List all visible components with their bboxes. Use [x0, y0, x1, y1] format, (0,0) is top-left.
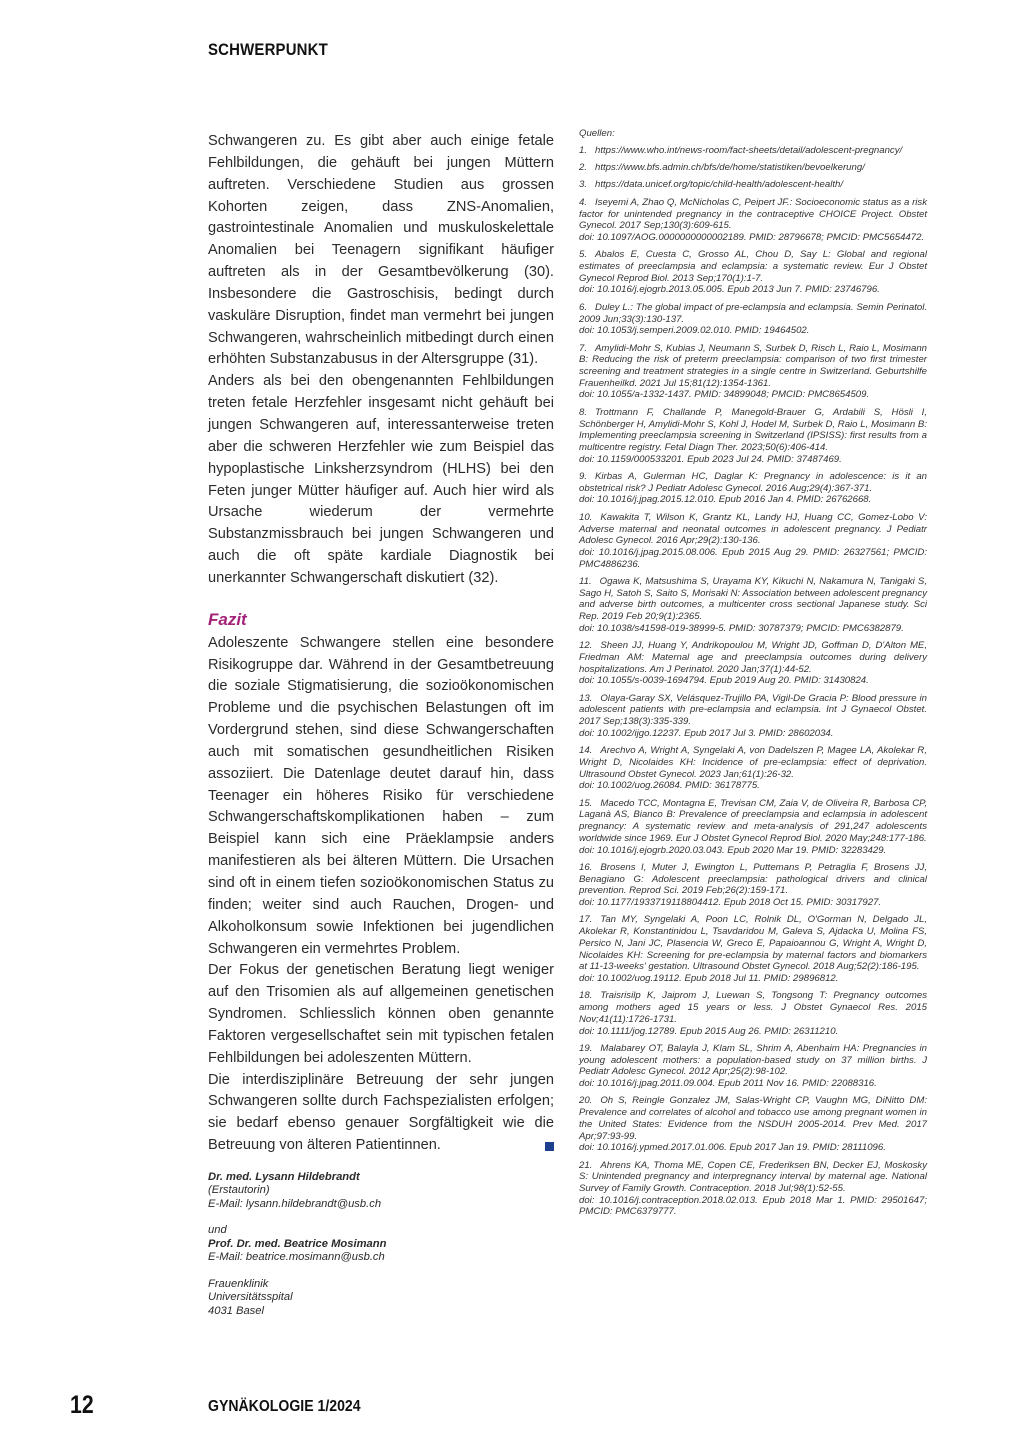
reference-doi: doi: 10.1177/1933719118804412. Epub 2018 Oct 15. PMID: 30317927. — [579, 897, 882, 909]
article-end-mark-icon — [545, 1142, 554, 1151]
reference-item — [579, 862, 927, 909]
reference-number: 20. — [579, 1095, 593, 1107]
body-paragraph: Der Fokus der genetischen Beratung liegt weniger auf den Trisomien als auf allgemeinen genetischen Syndromen. Schliesslich können oben genannte Faktoren vergesellschaftet sein mit typischen fetalen Fehlbildungen bei adoleszenten Müttern. — [208, 962, 554, 1066]
reference-number: 17. — [579, 914, 593, 926]
reference-item — [579, 640, 927, 687]
page-number: 12 — [70, 1391, 94, 1419]
journal-issue: GYNÄKOLOGIE 1/2024 — [208, 1398, 361, 1415]
reference-item — [579, 914, 927, 984]
reference-number: 12. — [579, 640, 593, 652]
reference-text: Ahrens KA, Thoma ME, Copen CE, Frederiksen BN, Decker EJ, Moskosky S: Unintended pregnancy and interpregnancy interval by maternal age. National Survey of Family Growth. Contraception. 2018 Jul;98(1):52-55. — [579, 1159, 927, 1194]
reference-text[interactable]: https://www.who.int/news-room/fact-sheets/detail/adolescent-pregnancy/ — [595, 144, 903, 156]
reference-text: Tan MY, Syngelaki A, Poon LC, Rolnik DL, O'Gorman N, Delgado JL, Akolekar R, Konstantinidou L, Tsavdaridou M, Galeva S, Ajdacka U, Molina FS, Persico N, Jani JC, Plasencia W, Greco E, Papaioannou G, Wright A, Wright D, Nicolaides KH: Screening for pre-eclampsia by maternal factors and biomarkers at 11-13-weeks' gestation. Ultrasound Obstet Gynecol. 2018 Aug;52(2):186-195. — [579, 914, 927, 973]
reference-text: Ogawa K, Matsushima S, Urayama KY, Kikuchi N, Nakamura N, Tanigaki S, Sago H, Satoh S, Saito S, Morisaki N: Association between adolescent pregnancy and adverse birth outcomes, a multicenter cross sectional Japanese study. Sci Rep. 2019 Feb 20;9(1):2365. — [579, 576, 927, 623]
reference-text: Kawakita T, Wilson K, Grantz KL, Landy HJ, Huang CC, Gomez-Lobo V: Adverse maternal and neonatal outcomes in adolescent pregnancy. J Pediatr Adolesc Gynecol. 2016 Apr;29(2):130-136. — [579, 511, 927, 547]
reference-number: 19. — [579, 1042, 593, 1054]
reference-doi: doi: 10.1055/s-0039-1694794. Epub 2019 Aug 20. PMID: 31430824. — [579, 675, 869, 687]
reference-item — [579, 990, 927, 1037]
body-paragraph-last — [208, 1070, 554, 1157]
reference-item — [579, 745, 927, 792]
reference-item — [579, 249, 927, 296]
reference-text: Traisrisilp K, Jaiprom J, Luewan S, Tongsong T: Pregnancy outcomes among mothers aged 15 years or less. J Obstet Gynaecol Res. 2015 Nov;41(11):1726-1731. — [579, 990, 927, 1025]
reference-number: 3. — [579, 179, 588, 191]
reference-number: 13. — [579, 692, 593, 704]
reference-item — [579, 798, 927, 857]
reference-text: Iseyemi A, Zhao Q, McNicholas C, Peipert JF.: Socioeconomic status as a risk factor for unintended pregnancy in the contraceptive CHOICE Project. Obstet Gynecol. 2017 Sep;130(3):609-615. — [579, 196, 927, 232]
reference-doi: doi: 10.1016/j.jpag.2015.12.010. Epub 2016 Jan 4. PMID: 26762668. — [579, 494, 872, 506]
reference-doi: doi: 10.1016/j.ypmed.2017.01.006. Epub 2017 Jan 19. PMID: 28111096. — [579, 1142, 886, 1154]
reference-item — [579, 197, 927, 244]
affiliation-line: Universitätsspital — [208, 1291, 293, 1304]
reference-item — [579, 471, 927, 506]
reference-text[interactable]: https://www.bfs.admin.ch/bfs/de/home/statistiken/bevoelkerung/ — [595, 162, 865, 174]
reference-number: 18. — [579, 990, 593, 1002]
reference-doi: doi: 10.1002/uog.19112. Epub 2018 Jul 11. PMID: 29896812. — [579, 973, 839, 984]
reference-number: 2. — [579, 162, 588, 174]
references-list — [579, 145, 927, 1218]
reference-text: Abalos E, Cuesta C, Grosso AL, Chou D, Say L: Global and regional estimates of preeclampsia and eclampsia: a systematic review. Eur J Obstet Gynecol Reprod Biol. 2013 Sep;170(1):1-7. — [579, 249, 927, 284]
reference-text[interactable]: https://data.unicef.org/topic/child-health/adolescent-health/ — [595, 179, 844, 191]
author-block — [208, 1171, 554, 1319]
reference-item — [579, 576, 927, 635]
reference-text: Olaya-Garay SX, Velásquez-Trujillo PA, Vigil-De Gracia P: Blood pressure in adolescent patients with pre-eclampsia and eclampsia. Int J Gynaecol Obstet. 2017 Sep;138(3):335-339. — [579, 692, 927, 728]
reference-item — [579, 343, 927, 402]
reference-number: 8. — [579, 406, 588, 418]
reference-doi: doi: 10.1002/uog.26084. PMID: 36178775. — [579, 780, 760, 792]
affiliation-line: 4031 Basel — [208, 1304, 264, 1317]
reference-text: Sheen JJ, Huang Y, Andrikopoulou M, Wright JD, Goffman D, D'Alton ME, Friedman AM: Maternal age and preeclampsia outcomes during delivery hospitalizations. Am J Perinatol. 2020 Jan;37(1):44-52. — [579, 640, 927, 675]
reference-item — [579, 1095, 927, 1154]
reference-number: 21. — [579, 1159, 593, 1171]
reference-doi: doi: 10.1016/j.jpag.2011.09.004. Epub 2011 Nov 16. PMID: 22088316. — [579, 1078, 877, 1089]
reference-doi: doi: 10.1053/j.semperi.2009.02.010. PMID: 19464502. — [579, 325, 810, 337]
reference-doi: doi: 10.1097/AOG.0000000000002189. PMID: 28796678; PMCID: PMC5654472. — [579, 231, 925, 243]
reference-doi: doi: 10.1055/a-1332-1437. PMID: 34899048; PMCID: PMC8654509. — [579, 389, 870, 401]
reference-text: Trottmann F, Challande P, Manegold-Brauer G, Ardabili S, Hösli I, Schönberger H, Amylidi-Mohr S, Kohl J, Hodel M, Surbek D, Raio L, Mosimann B: Implementing preeclampsia screening in Switzerland (IPSISS): first results from a multicentre registry. Fetal Diagn Ther. 2023;50(6):406-414. — [579, 406, 927, 453]
author-name: Prof. Dr. med. Beatrice Mosimann — [208, 1237, 387, 1250]
reference-text: Arechvo A, Wright A, Syngelaki A, von Dadelszen P, Magee LA, Akolekar R, Wright D, Nicolaides KH: Incidence of pre-eclampsia: effect of deprivation. Ultrasound Obstet Gynecol. 2023 Jan;61(1):26-32. — [579, 745, 927, 780]
reference-doi: doi: 10.1111/jog.12789. Epub 2015 Aug 26. PMID: 26311210. — [579, 1025, 839, 1037]
reference-item — [579, 162, 927, 174]
reference-text: Oh S, Reingle Gonzalez JM, Salas-Wright CP, Vaughn MG, DiNitto DM: Prevalence and correlates of alcohol and tobacco use among pregnant women in the United States: Evidence from the NSDUH 2005-2014. Prev Med. 2017 Apr;97:93-99. — [579, 1095, 927, 1142]
affiliation-line: Frauenklinik — [208, 1277, 269, 1290]
article-body — [208, 131, 554, 1318]
reference-number: 11. — [579, 576, 592, 588]
body-paragraph: Schwangeren zu. Es gibt aber auch einige fetale Fehlbildungen, die gehäuft bei jungen Müttern auftreten. Verschiedene Studien aus grossen Kohorten zeigen, dass ZNS-Anomalien, gastrointestinale Anomalien und muskuloskelettale Anomalien bei Teenagern signifikant häufiger auftreten als in der Gesamtbevölkerung (30). Insbesondere die Gastroschisis, bedingt durch vaskuläre Disruption, findet man vermehrt bei jungen Schwangeren, wahrscheinlich mitbedingt durch einen erhöhten Substanzabusus in der Altersgruppe (31). — [208, 133, 554, 368]
reference-text: Macedo TCC, Montagna E, Trevisan CM, Zaia V, de Oliveira R, Barbosa CP, Laganà AS, Bianco B: Prevalence of preeclampsia and eclampsia in adolescent pregnancy: A systematic review and meta-analysis of 291,247 adolescents worldwide since 1969. Eur J Obstet Gynecol Reprod Biol. 2020 May;248:177-186. — [579, 797, 927, 844]
reference-number: 16. — [579, 861, 593, 873]
reference-item — [579, 407, 927, 466]
reference-number: 6. — [579, 301, 588, 313]
fazit-heading: Fazit — [208, 609, 247, 629]
reference-doi: doi: 10.1016/j.ejogrb.2020.03.043. Epub 2020 Mar 19. PMID: 32283429. — [579, 844, 887, 856]
reference-item — [579, 512, 927, 571]
last-paragraph-text: Die interdisziplinäre Betreuung der sehr jungen Schwangeren sollte durch Fachspezialisten erfolgen; sie bedarf ebenso genauer Sorgfältigkeit wie die Betreuung von älteren Patientinnen. — [208, 1071, 554, 1154]
author-email[interactable]: E-Mail: lysann.hildebrandt@usb.ch — [208, 1197, 382, 1210]
author-connector: und — [208, 1224, 227, 1237]
reference-item — [579, 179, 927, 191]
reference-doi: doi: 10.1016/j.jpag.2015.08.006. Epub 2015 Aug 29. PMID: 26327561; PMCID: PMC4886236. — [579, 546, 927, 570]
reference-text: Kirbas A, Gulerman HC, Daglar K: Pregnancy in adolescence: is it an obstetrical risk? J Pediatr Adolesc Gynecol. 2016 Aug;29(4):367-371. — [579, 471, 927, 494]
reference-text: Brosens I, Muter J, Ewington L, Puttemans P, Petraglia F, Brosens JJ, Benagiano G: Adolescent preeclampsia: pathological drivers and clinical prevention. Reprod Sci. 2019 Feb;26(2):159-171. — [579, 861, 927, 897]
reference-item — [579, 1160, 927, 1219]
reference-number: 4. — [579, 196, 588, 208]
reference-number: 15. — [579, 797, 593, 809]
body-paragraph: Adoleszente Schwangere stellen eine besondere Risikogruppe dar. Während in der Gesamtbetreuung die soziale Stigmatisierung, die sozioökonomischen Probleme und die psychischen Belastungen oft im Vordergrund stehen, sind diese Schwangerschaften auch mit somatischen gesundheitlichen Risiken assoziiert. Die Datenlage deutet darauf hin, dass Teenager ein höheres Risiko für verschiedene Schwangerschaftskomplikationen haben – zum Beispiel kann sich eine Präeklampsie anders manifestieren als bei älteren Müttern. Die Ursachen sind oft in einem tiefen sozioökonomischen Status zu finden; weiter sind auch Rauchen, Drogen- und Alkoholkonsum sowie Infektionen bei jugendlichen Schwangeren ein vermehrtes Problem. — [208, 634, 554, 957]
section-title: SCHWERPUNKT — [208, 40, 328, 59]
author-name: Dr. med. Lysann Hildebrandt — [208, 1170, 360, 1183]
reference-text: Amylidi-Mohr S, Kubias J, Neumann S, Surbek D, Risch L, Raio L, Mosimann B: Reducing the risk of preterm preeclampsia: comparison of two first trimester screening and treatment strategies in a single centre in Switzerland. Geburtshilfe Frauenheilkd. 2021 Jul 15;81(12):1354-1361. — [579, 342, 927, 389]
reference-number: 14. — [579, 745, 593, 757]
reference-number: 5. — [579, 249, 588, 261]
reference-doi: doi: 10.1159/000533201. Epub 2023 Jul 24. PMID: 37487469. — [579, 453, 842, 465]
reference-item — [579, 145, 927, 157]
reference-number: 7. — [579, 342, 588, 354]
reference-doi: doi: 10.1016/j.ejogrb.2013.05.005. Epub 2013 Jun 7. PMID: 23746796. — [579, 284, 880, 296]
reference-doi: doi: 10.1002/ijgo.12237. Epub 2017 Jul 3. PMID: 28602034. — [579, 727, 834, 739]
reference-doi: doi: 10.1038/s41598-019-38999-5. PMID: 30787379; PMCID: PMC6382879. — [579, 622, 904, 634]
reference-number: 9. — [579, 471, 588, 483]
reference-number: 10. — [579, 511, 593, 523]
reference-text: Duley L.: The global impact of pre-eclampsia and eclampsia. Semin Perinatol. 2009 Jun;33(3):130-137. — [579, 301, 927, 325]
author-role: (Erstautorin) — [208, 1184, 270, 1197]
author-email[interactable]: E-Mail: beatrice.mosimann@usb.ch — [208, 1251, 385, 1264]
reference-doi: doi: 10.1016/j.contraception.2018.02.013. Epub 2018 Mar 1. PMID: 29501647; PMCID: PMC6379777. — [579, 1194, 927, 1218]
reference-item — [579, 302, 927, 337]
references-title: Quellen: — [579, 128, 615, 139]
references-column — [579, 128, 927, 1224]
reference-item — [579, 1043, 927, 1090]
reference-text: Malabarey OT, Balayla J, Klam SL, Shrim A, Abenhaim HA: Pregnancies in young adolescent mothers: a population-based study on 37 million births. J Pediatr Adolesc Gynecol. 2012 Apr;25(2):98-102. — [579, 1042, 927, 1078]
reference-number: 1. — [579, 144, 588, 156]
reference-item — [579, 693, 927, 740]
body-paragraph: Anders als bei den obengenannten Fehlbildungen treten fetale Herzfehler insgesamt nicht gehäuft bei jungen Schwangeren auf, interessanterweise treten aber die schweren Herzfehler wie zum Beispiel das hypoplastische Linksherzsyndrom (HLHS) bei den Feten junger Mütter häufiger auf. Auch hier wird als Ursache wiederum der vermehrte Substanzmissbrauch bei jungen Schwangeren und auch die oft späte kardiale Diagnostik bei unerkannter Schwangerschaft diskutiert (32). — [208, 373, 554, 586]
